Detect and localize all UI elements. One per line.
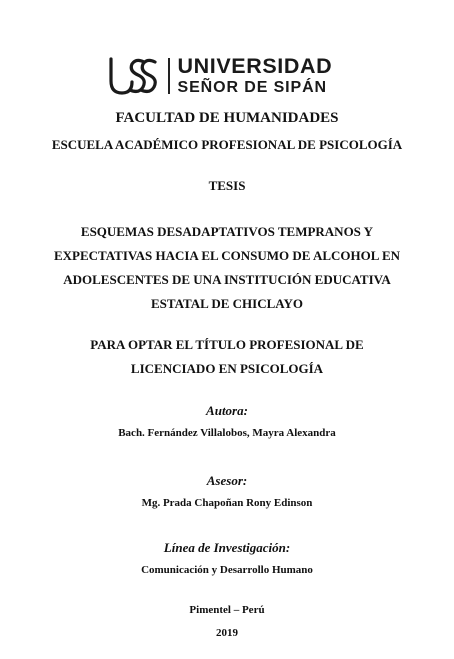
research-line-label: Línea de Investigación: [163,540,291,555]
author-label: Autora: [206,403,248,418]
advisor-label: Asesor: [206,473,248,488]
faculty-heading: FACULTAD DE HUMANIDADES [115,110,339,126]
university-name-line1: UNIVERSIDAD [177,54,333,79]
degree-line2: LICENCIADO EN PSICOLOGÍA [130,361,324,376]
place: Pimentel – Perú [189,604,265,616]
author-name: Bach. Fernández Villalobos, Mayra Alexandra [118,427,336,439]
thesis-title-line2: EXPECTATIVAS HACIA EL CONSUMO DE ALCOHOL EN [53,248,401,263]
year: 2019 [216,627,238,639]
university-name-line2: SEÑOR DE SIPÁN [177,78,328,96]
thesis-title-line3: ADOLESCENTES DE UNA INSTITUCIÓN EDUCATIVA [63,272,391,287]
thesis-title-line1: ESQUEMAS DESADAPTATIVOS TEMPRANOS Y [80,224,374,239]
university-name [178,56,333,96]
uss-logo-icon [108,56,158,96]
document-type: TESIS [208,178,246,193]
advisor-name: Mg. Prada Chapoñan Rony Edinson [141,497,313,509]
thesis-title-line4: ESTATAL DE CHICLAYO [151,296,303,311]
logo-divider [168,58,170,94]
research-line-value: Comunicación y Desarrollo Humano [141,564,313,576]
university-logo [108,56,332,96]
degree-line1: PARA OPTAR EL TÍTULO PROFESIONAL DE [90,337,364,352]
school-heading: ESCUELA ACADÉMICO PROFESIONAL DE PSICOLOGÍA [51,137,403,152]
